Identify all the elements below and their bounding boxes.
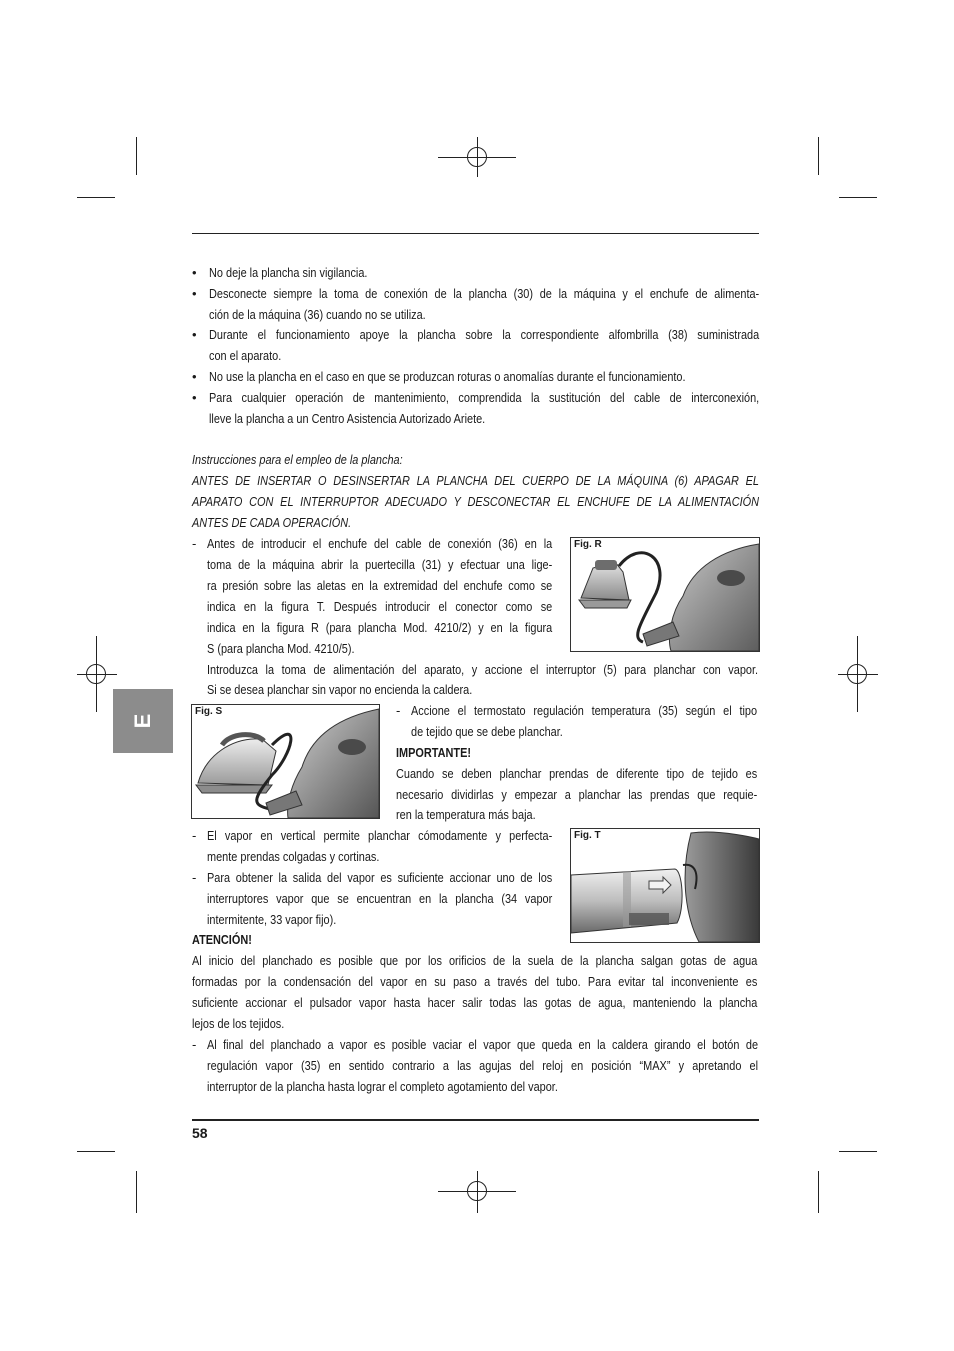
dash-marker: -	[192, 536, 197, 551]
step-line: interruptor de la plancha hasta lograr el completo agotamiento del vapor.	[207, 1079, 558, 1094]
step-line: El vapor en vertical permite planchar cómodamente y perfecta-	[207, 828, 553, 843]
figure-r-label: Fig. R	[574, 539, 602, 550]
dash-marker: -	[192, 870, 197, 885]
bullet-line: con el aparato.	[209, 348, 282, 363]
important-line: necesario dividirlas y empezar a planchar las prendas que requie-	[396, 787, 758, 802]
step-line: Si se desea planchar sin vapor no encienda la caldera.	[207, 682, 473, 697]
bullet-line: Durante el funcionamiento apoye la plancha sobre la correspondiente alfombrilla (38) suministrada	[209, 327, 760, 342]
figure-t-label: Fig. T	[574, 830, 601, 841]
step-line: Para obtener la salida del vapor es suficiente accionar uno de los	[207, 870, 553, 885]
figure-r	[570, 537, 760, 652]
attention-title: ATENCIÓN!	[192, 932, 252, 947]
attention-line: Al inicio del planchado es posible que por los orificios de la suela de la plancha salgan gotas de agua	[192, 953, 758, 968]
important-line: Cuando se deben planchar prendas de diferente tipo de tejido es	[396, 766, 758, 781]
figure-s-label: Fig. S	[195, 706, 223, 717]
footer-rule	[192, 1119, 759, 1121]
bullet-line: lleve la plancha a un Centro Asistencia Autorizado Ariete.	[209, 411, 486, 426]
warning-line: ANTES DE INSERTAR O DESINSERTAR LA PLANCHA DEL CUERPO DE LA MÁQUINA (6) APAGAR EL	[192, 473, 759, 488]
attention-line: suficiente accionar el pulsador vapor hasta hacer salir todas las gotas de agua, manteniendo la plancha	[192, 995, 758, 1010]
important-title: IMPORTANTE!	[396, 745, 472, 760]
step-line: mente prendas colgadas y cortinas.	[207, 849, 380, 864]
step-line: Introduzca la toma de alimentación del aparato, y accione el interruptor (5) para planchar con vapor.	[207, 662, 759, 677]
step-line: S (para plancha Mod. 4210/5).	[207, 641, 355, 656]
bullet-line: Desconecte siempre la toma de conexión de la plancha (30) de la máquina y el enchufe de alimenta-	[209, 286, 760, 301]
step-line: ra presión sobre las aletas en la extremidad del enchufe como se	[207, 578, 553, 593]
figure-s	[191, 704, 380, 819]
step-line: Antes de introducir el enchufe del cable de conexión (36) en la	[207, 536, 553, 551]
dash-marker: -	[192, 1037, 197, 1052]
bullet-line: Para cualquier operación de mantenimiento, comprendida la sustitución del cable de interconexión,	[209, 390, 760, 405]
step-line: indica en la figura T. Después introducir el conector como se	[207, 599, 553, 614]
figure-s-illustration	[192, 705, 379, 818]
attention-line: formadas por la condensación del vapor en su paso a través del tubo. Para evitar tal inconveniente es	[192, 974, 758, 989]
bullet-line: No deje la plancha sin vigilancia.	[209, 265, 368, 280]
figure-t-illustration	[571, 829, 759, 942]
important-line: ren la temperatura más baja.	[396, 807, 536, 822]
warning-line: APARATO CON EL INTERRUPTOR ADECUADO Y DESCONECTAR EL ENCHUFE DE LA ALIMENTACIÓN	[192, 494, 759, 509]
step-line: Accione el termostato regulación temperatura (35) según el tipo	[411, 703, 758, 718]
step-line: regulación vapor (35) en sentido contrario a las agujas del reloj en posición “MAX” y apretando el	[207, 1058, 759, 1073]
header-rule	[192, 233, 759, 234]
attention-line: lejos de los tejidos.	[192, 1016, 285, 1031]
warning-line: ANTES DE CADA OPERACIÓN.	[192, 515, 352, 530]
step-line: interruptores vapor que se encuentran en la plancha (34 vapor	[207, 891, 553, 906]
step-line: indica en la figura R (para plancha Mod. 4210/2) y en la figura	[207, 620, 553, 635]
bullet-line: No use la plancha en el caso en que se produzcan roturas o anomalías durante el funcionamiento.	[209, 369, 686, 384]
figure-t	[570, 828, 760, 943]
language-tab-letter: E	[130, 713, 155, 729]
figure-r-illustration	[571, 538, 759, 651]
language-tab	[113, 689, 173, 753]
step-line: Al final del planchado a vapor es posible vaciar el vapor que queda en la caldera girando el botón de	[207, 1037, 759, 1052]
dash-marker: -	[192, 828, 197, 843]
dash-marker: -	[396, 703, 401, 718]
step-line: toma de la máquina abrir la puertecilla (31) y efectuar una lige-	[207, 557, 553, 572]
step-line: de tejido que se debe planchar.	[411, 724, 563, 739]
page-number: 58	[192, 1125, 208, 1141]
instructions-heading: Instrucciones para el empleo de la plancha:	[192, 452, 403, 467]
step-line: intermitente, 33 vapor fijo).	[207, 912, 337, 927]
bullet-line: ción de la máquina (36) cuando no se utiliza.	[209, 307, 426, 322]
